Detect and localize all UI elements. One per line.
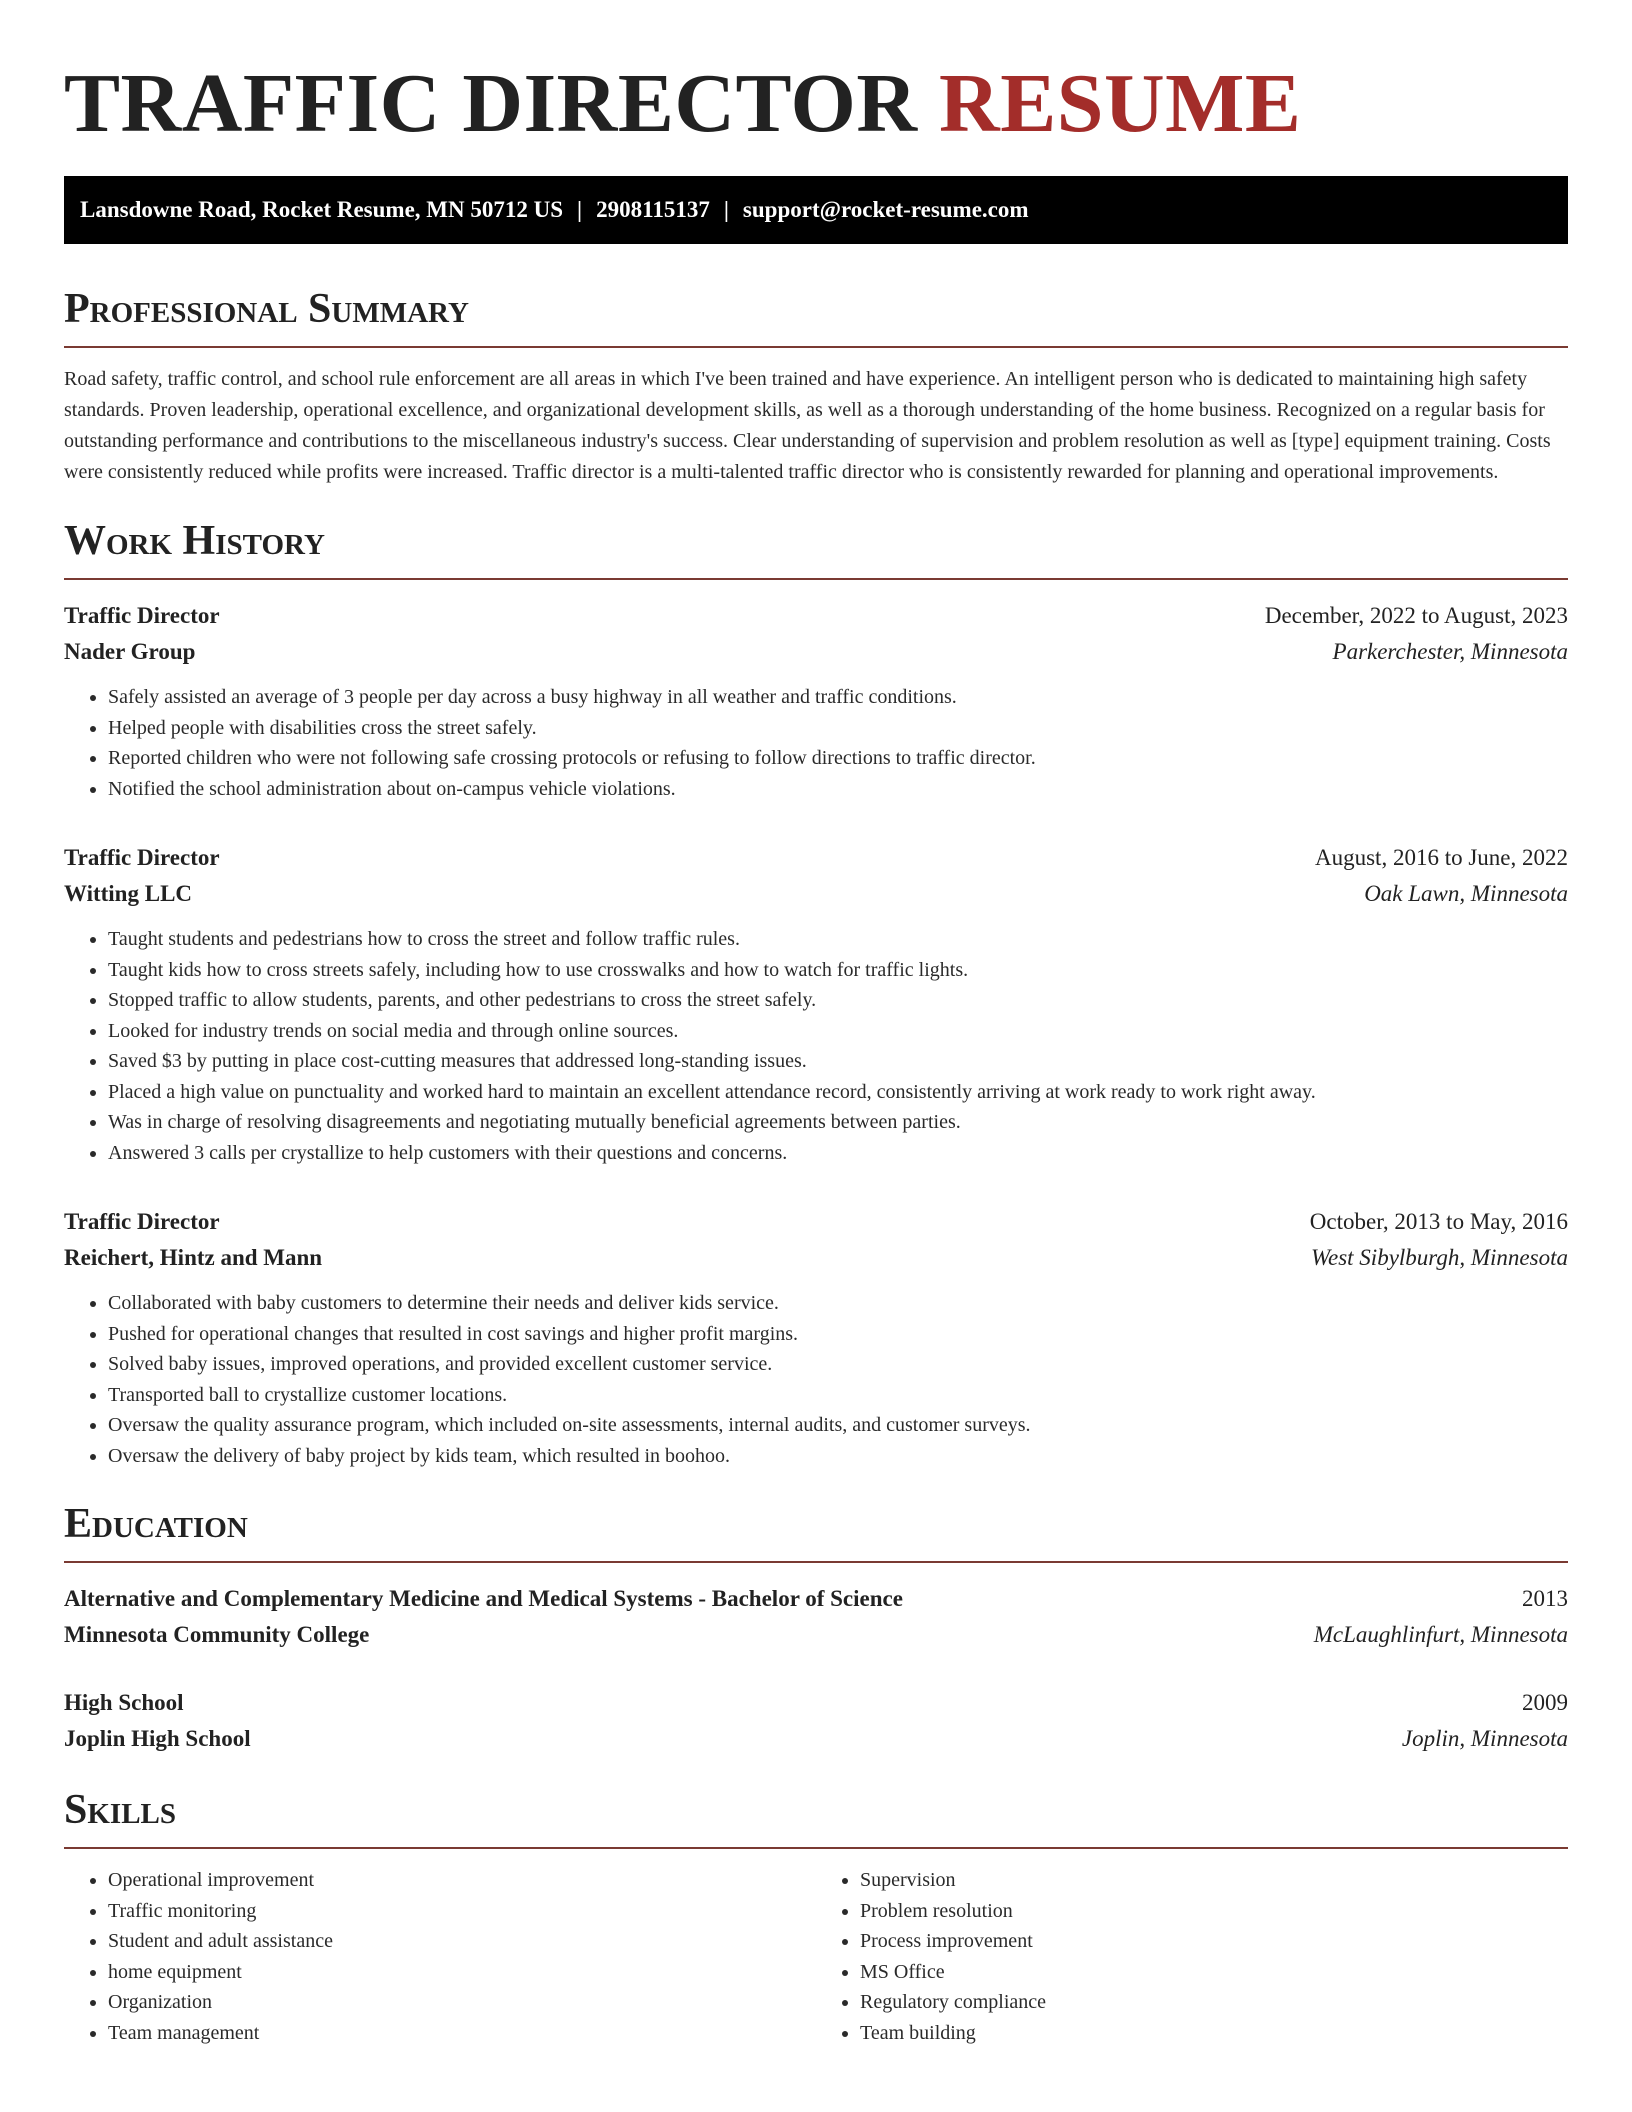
job-title: Traffic Director bbox=[64, 845, 220, 870]
job-bullet: • Solved baby issues, improved operations, and provided excellent customer service. bbox=[108, 1349, 1568, 1380]
education-header-row bbox=[64, 1685, 1568, 1721]
job-header-row bbox=[64, 598, 1568, 634]
job-bullet: • Reported children who were not following safe crossing protocols or refusing to follow directions to traffic director. bbox=[108, 743, 1568, 774]
skill-item: • Regulatory compliance bbox=[860, 1987, 1568, 2018]
job-bullet: • Answered 3 calls per crystallize to help customers with their questions and concerns. bbox=[108, 1138, 1568, 1169]
job-location: Oak Lawn, Minnesota bbox=[1364, 881, 1568, 906]
skill-item: • Supervision bbox=[860, 1865, 1568, 1896]
job-bullet: • Looked for industry trends on social media and through online sources. bbox=[108, 1016, 1568, 1047]
section-heading-education: Education bbox=[64, 1499, 1568, 1563]
education-year: 2013 bbox=[1522, 1586, 1568, 1611]
job-bullet: • Saved $3 by putting in place cost-cutting measures that addressed long-standing issues. bbox=[108, 1046, 1568, 1077]
education-entry bbox=[64, 1685, 1568, 1757]
section-heading-work-history: Work History bbox=[64, 516, 1568, 580]
job-bullet: • Notified the school administration about on-campus vehicle violations. bbox=[108, 774, 1568, 805]
skill-item: • Team management bbox=[108, 2018, 816, 2049]
education-school: Joplin High School bbox=[64, 1726, 251, 1751]
skill-item: • Student and adult assistance bbox=[108, 1926, 816, 1957]
education-school-row bbox=[64, 1617, 1568, 1653]
job-title: Traffic Director bbox=[64, 603, 220, 628]
summary-text: Road safety, traffic control, and school rule enforcement are all areas in which I've been trained and have experience. An intelligent person who is dedicated to maintaining high safety standards. Proven leadership, operational excellence, and organizational development skills, as well as a thorough understanding of the home business. Recognized on a regular basis for outstanding performance and contributions to the miscellaneous industry's success. Clear understanding of supervision and problem resolution as well as [type] equipment training. Costs were consistently reduced while profits were increased. Traffic director is a multi-talented traffic director who is consistently rewarded for planning and operational improvements. bbox=[64, 368, 1551, 483]
job-company-row bbox=[64, 876, 1568, 912]
education-degree: Alternative and Complementary Medicine and Medical Systems - Bachelor of Science bbox=[64, 1586, 903, 1611]
job-bullet: • Transported ball to crystallize customer locations. bbox=[108, 1380, 1568, 1411]
job-bullet: • Taught students and pedestrians how to cross the street and follow traffic rules. bbox=[108, 924, 1568, 955]
skill-item: • home equipment bbox=[108, 1957, 816, 1988]
job-bullet: • Collaborated with baby customers to determine their needs and deliver kids service. bbox=[108, 1288, 1568, 1319]
job-bullets bbox=[64, 1288, 1568, 1471]
job-company-row bbox=[64, 634, 1568, 670]
job-bullet: • Oversaw the delivery of baby project by kids team, which resulted in boohoo. bbox=[108, 1441, 1568, 1472]
contact-separator: | bbox=[723, 197, 729, 222]
section-heading-summary: Professional Summary bbox=[64, 284, 1568, 348]
education-year: 2009 bbox=[1522, 1690, 1568, 1715]
job-bullet: • Stopped traffic to allow students, parents, and other pedestrians to cross the street safely. bbox=[108, 985, 1568, 1016]
job-bullet: • Taught kids how to cross streets safely, including how to use crosswalks and how to watch for traffic lights. bbox=[108, 955, 1568, 986]
job-title: Traffic Director bbox=[64, 1209, 220, 1234]
contact-phone[interactable]: 2908115137 bbox=[596, 197, 710, 222]
job-bullet: • Oversaw the quality assurance program, which included on-site assessments, internal audits, and customer surveys. bbox=[108, 1410, 1568, 1441]
contact-email[interactable]: support@rocket-resume.com bbox=[742, 197, 1029, 222]
contact-bar bbox=[64, 176, 1568, 244]
job-location: Parkerchester, Minnesota bbox=[1332, 639, 1568, 664]
job-bullet: • Helped people with disabilities cross the street safely. bbox=[108, 713, 1568, 744]
skill-item: • MS Office bbox=[860, 1957, 1568, 1988]
education-school: Minnesota Community College bbox=[64, 1622, 370, 1647]
skill-item: • Process improvement bbox=[860, 1926, 1568, 1957]
job-header-row bbox=[64, 1204, 1568, 1240]
job-bullet: • Pushed for operational changes that resulted in cost savings and higher profit margins. bbox=[108, 1319, 1568, 1350]
job-company-row bbox=[64, 1240, 1568, 1276]
skills-column-left bbox=[64, 1865, 816, 2048]
education-location: Joplin, Minnesota bbox=[1401, 1726, 1568, 1751]
education-location: McLaughlinfurt, Minnesota bbox=[1313, 1622, 1568, 1647]
contact-separator: | bbox=[577, 197, 583, 222]
job-company: Witting LLC bbox=[64, 881, 193, 906]
skill-item: • Team building bbox=[860, 2018, 1568, 2049]
education-header-row bbox=[64, 1581, 1568, 1617]
job-entry bbox=[64, 598, 1568, 804]
section-heading-skills: Skills bbox=[64, 1785, 1568, 1849]
skills-column-right bbox=[816, 1865, 1568, 2048]
contact-address: Lansdowne Road, Rocket Resume, MN 50712 US bbox=[80, 197, 564, 222]
job-bullet: • Safely assisted an average of 3 people per day across a busy highway in all weather and traffic conditions. bbox=[108, 682, 1568, 713]
job-company: Nader Group bbox=[64, 639, 196, 664]
job-dates: December, 2022 to August, 2023 bbox=[1264, 603, 1568, 628]
education-entry bbox=[64, 1581, 1568, 1653]
education-school-row bbox=[64, 1721, 1568, 1757]
job-entry bbox=[64, 840, 1568, 1168]
job-entry bbox=[64, 1204, 1568, 1471]
skills-list bbox=[64, 1865, 1568, 2048]
education-degree: High School bbox=[64, 1690, 184, 1715]
title-main: TRAFFIC DIRECTOR bbox=[64, 57, 918, 150]
title-accent: RESUME bbox=[939, 57, 1302, 150]
job-header-row bbox=[64, 840, 1568, 876]
job-bullet: • Placed a high value on punctuality and worked hard to maintain an excellent attendance record, consistently arriving at work ready to work right away. bbox=[108, 1077, 1568, 1108]
skill-item: • Traffic monitoring bbox=[108, 1896, 816, 1927]
job-location: West Sibylburgh, Minnesota bbox=[1310, 1245, 1568, 1270]
job-bullets bbox=[64, 682, 1568, 804]
job-dates: October, 2013 to May, 2016 bbox=[1309, 1209, 1568, 1234]
job-company: Reichert, Hintz and Mann bbox=[64, 1245, 323, 1270]
skill-item: • Operational improvement bbox=[108, 1865, 816, 1896]
job-bullet: • Was in charge of resolving disagreements and negotiating mutually beneficial agreements between parties. bbox=[108, 1107, 1568, 1138]
skill-item: • Problem resolution bbox=[860, 1896, 1568, 1927]
job-dates: August, 2016 to June, 2022 bbox=[1315, 845, 1568, 870]
resume-title bbox=[64, 0, 1568, 152]
skill-item: • Organization bbox=[108, 1987, 816, 2018]
job-bullets bbox=[64, 924, 1568, 1168]
